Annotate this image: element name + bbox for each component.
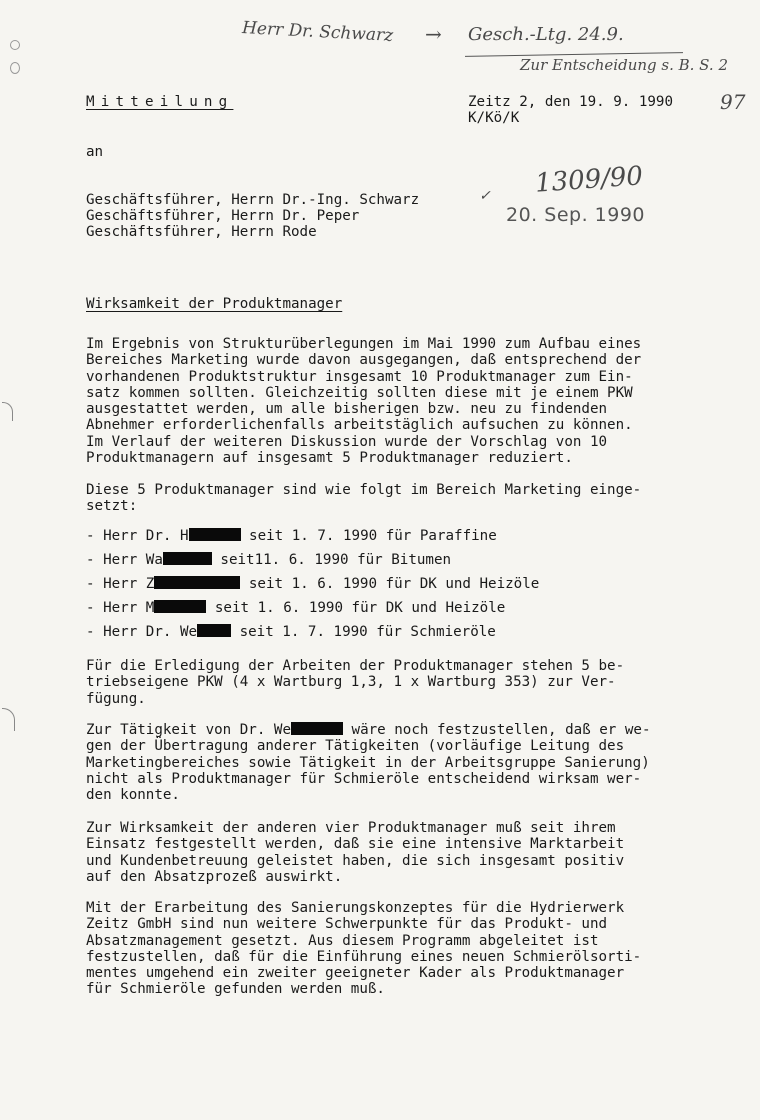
text-line [86,722,746,738]
text-line: Im Verlauf der weiteren Diskussion wurde der Vorschlag von 10 [86,433,608,450]
text-line: Produktmanagern auf insgesamt 5 Produktmanager reduziert. [86,450,573,467]
redaction-bar [291,722,343,735]
redaction-bar [189,528,241,541]
margin-bracket-mark [2,708,15,731]
manager-assignment: seit 1. 6. 1990 für DK und Heizöle [240,576,540,592]
paragraph-vehicles [86,658,746,707]
handwritten-check-mark: ✓ [479,188,491,204]
text-line: Absatzmanagement gesetzt. Aus diesem Programm abgeleitet ist [86,932,599,949]
handwritten-decision-note: Zur Entscheidung s. B. S. 2 [520,56,729,74]
text-line: ausgestattet werden, um alle bisherigen bzw. neu zu findenden [86,401,608,418]
manager-list-item [86,576,539,592]
text-line: setzt: [86,498,138,515]
manager-name: - Herr Wa [86,552,163,568]
manager-assignment: seit 1. 7. 1990 für Schmieröle [231,624,496,640]
text-line: satz kommen sollten. Gleichzeitig sollten diese mit je einem PKW [86,384,633,401]
manager-list-item [86,552,451,568]
manager-assignment: seit 1. 7. 1990 für Paraffine [240,528,497,544]
redaction-bar [154,600,206,613]
handwritten-routing-note: Gesch.-Ltg. 24.9. [468,24,624,45]
paragraph-deployment [86,482,746,515]
text-fragment: Zur Tätigkeit von Dr. We [86,722,291,738]
text-line: Zur Wirksamkeit der anderen vier Produktmanager muß seit ihrem [86,820,616,836]
redaction-bar [197,624,231,637]
reference-code: K/Kö/K [468,110,520,126]
handwritten-page-number: 97 [720,90,746,114]
text-line: vorhandenen Produktstruktur insgesamt 10 Produktmanager zum Ein- [86,368,633,385]
manager-list-item [86,528,497,544]
margin-bracket-mark [2,402,13,421]
text-line: auf den Absatzprozeß auswirkt. [86,868,343,885]
text-line: Diese 5 Produktmanager sind wie folgt im Bereich Marketing einge- [86,482,642,498]
handwritten-arrow: → [425,22,442,46]
manager-assignment: seit 1. 6. 1990 für DK und Heizöle [206,600,506,616]
paragraph-dr-we [86,722,746,803]
manager-list-item [86,600,505,616]
recipients-to: an [86,144,104,160]
text-line: den konnte. [86,787,180,804]
recipient-line: Geschäftsführer, Herrn Rode [86,224,317,240]
text-line: Im Ergebnis von Strukturüberlegungen im Mai 1990 zum Aufbau eines [86,336,642,352]
text-line: Mit der Erarbeitung des Sanierungskonzeptes für die Hydrierwerk [86,900,625,916]
punch-hole-mark [10,40,20,50]
text-line: festzustellen, daß für die Einführung eines neuen Schmierölsorti- [86,948,642,965]
redaction-bar [163,552,212,565]
text-line: mentes umgehend ein zweiter geeigneter Kader als Produktmanager [86,965,625,982]
text-line: fügung. [86,690,146,707]
subject-heading: Wirksamkeit der Produktmanager [86,296,343,312]
place-date: Zeitz 2, den 19. 9. 1990 [468,94,673,110]
handwritten-recipient-note: Herr Dr. Schwarz [241,18,394,46]
recipient-line: Geschäftsführer, Herrn Dr.-Ing. Schwarz [86,192,420,208]
manager-assignment: seit11. 6. 1990 für Bitumen [211,552,452,568]
paragraph-structure [86,336,746,466]
handwritten-registration-number: 1309/90 [534,161,644,199]
text-line: triebseigene PKW (4 x Wartburg 1,3, 1 x Wartburg 353) zur Ver- [86,674,616,691]
text-line: für Schmieröle gefunden werden muß. [86,981,385,998]
text-line: Zeitz GmbH sind nun weitere Schwerpunkte für das Produkt- und [86,916,608,933]
punch-hole-mark [10,62,20,74]
text-line: gen der Übertragung anderer Tätigkeiten (vorläufige Leitung des [86,738,625,755]
manager-name: - Herr Dr. We [86,624,198,640]
memo-title: Mitteilung [86,94,234,110]
text-line: Abnehmer erforderlichenfalls arbeitstäglich aufsuchen zu können. [86,417,633,434]
manager-name: - Herr Z [86,576,155,592]
manager-list-item [86,624,496,640]
text-line: Einsatz festgestellt werden, daß sie eine intensive Marktarbeit [86,836,625,853]
manager-name: - Herr Dr. H [86,528,189,544]
text-line: Bereiches Marketing wurde davon ausgegangen, daß entsprechend der [86,352,642,369]
text-fragment: wäre noch festzustellen, daß er we- [343,722,651,738]
text-line: Für die Erledigung der Arbeiten der Produktmanager stehen 5 be- [86,658,625,674]
manager-name: - Herr M [86,600,155,616]
text-line: und Kundenbetreuung geleistet haben, die sich insgesamt positiv [86,852,625,869]
recipient-line: Geschäftsführer, Herrn Dr. Peper [86,208,360,224]
text-line: Marketingbereiches sowie Tätigkeit in der Arbeitsgruppe Sanierung) [86,754,650,771]
redaction-bar [154,576,240,589]
paragraph-effectiveness [86,820,746,885]
paragraph-restructuring [86,900,746,998]
text-line: nicht als Produktmanager für Schmieröle entscheidend wirksam wer- [86,770,642,787]
received-date-stamp: 20. Sep. 1990 [506,204,645,226]
